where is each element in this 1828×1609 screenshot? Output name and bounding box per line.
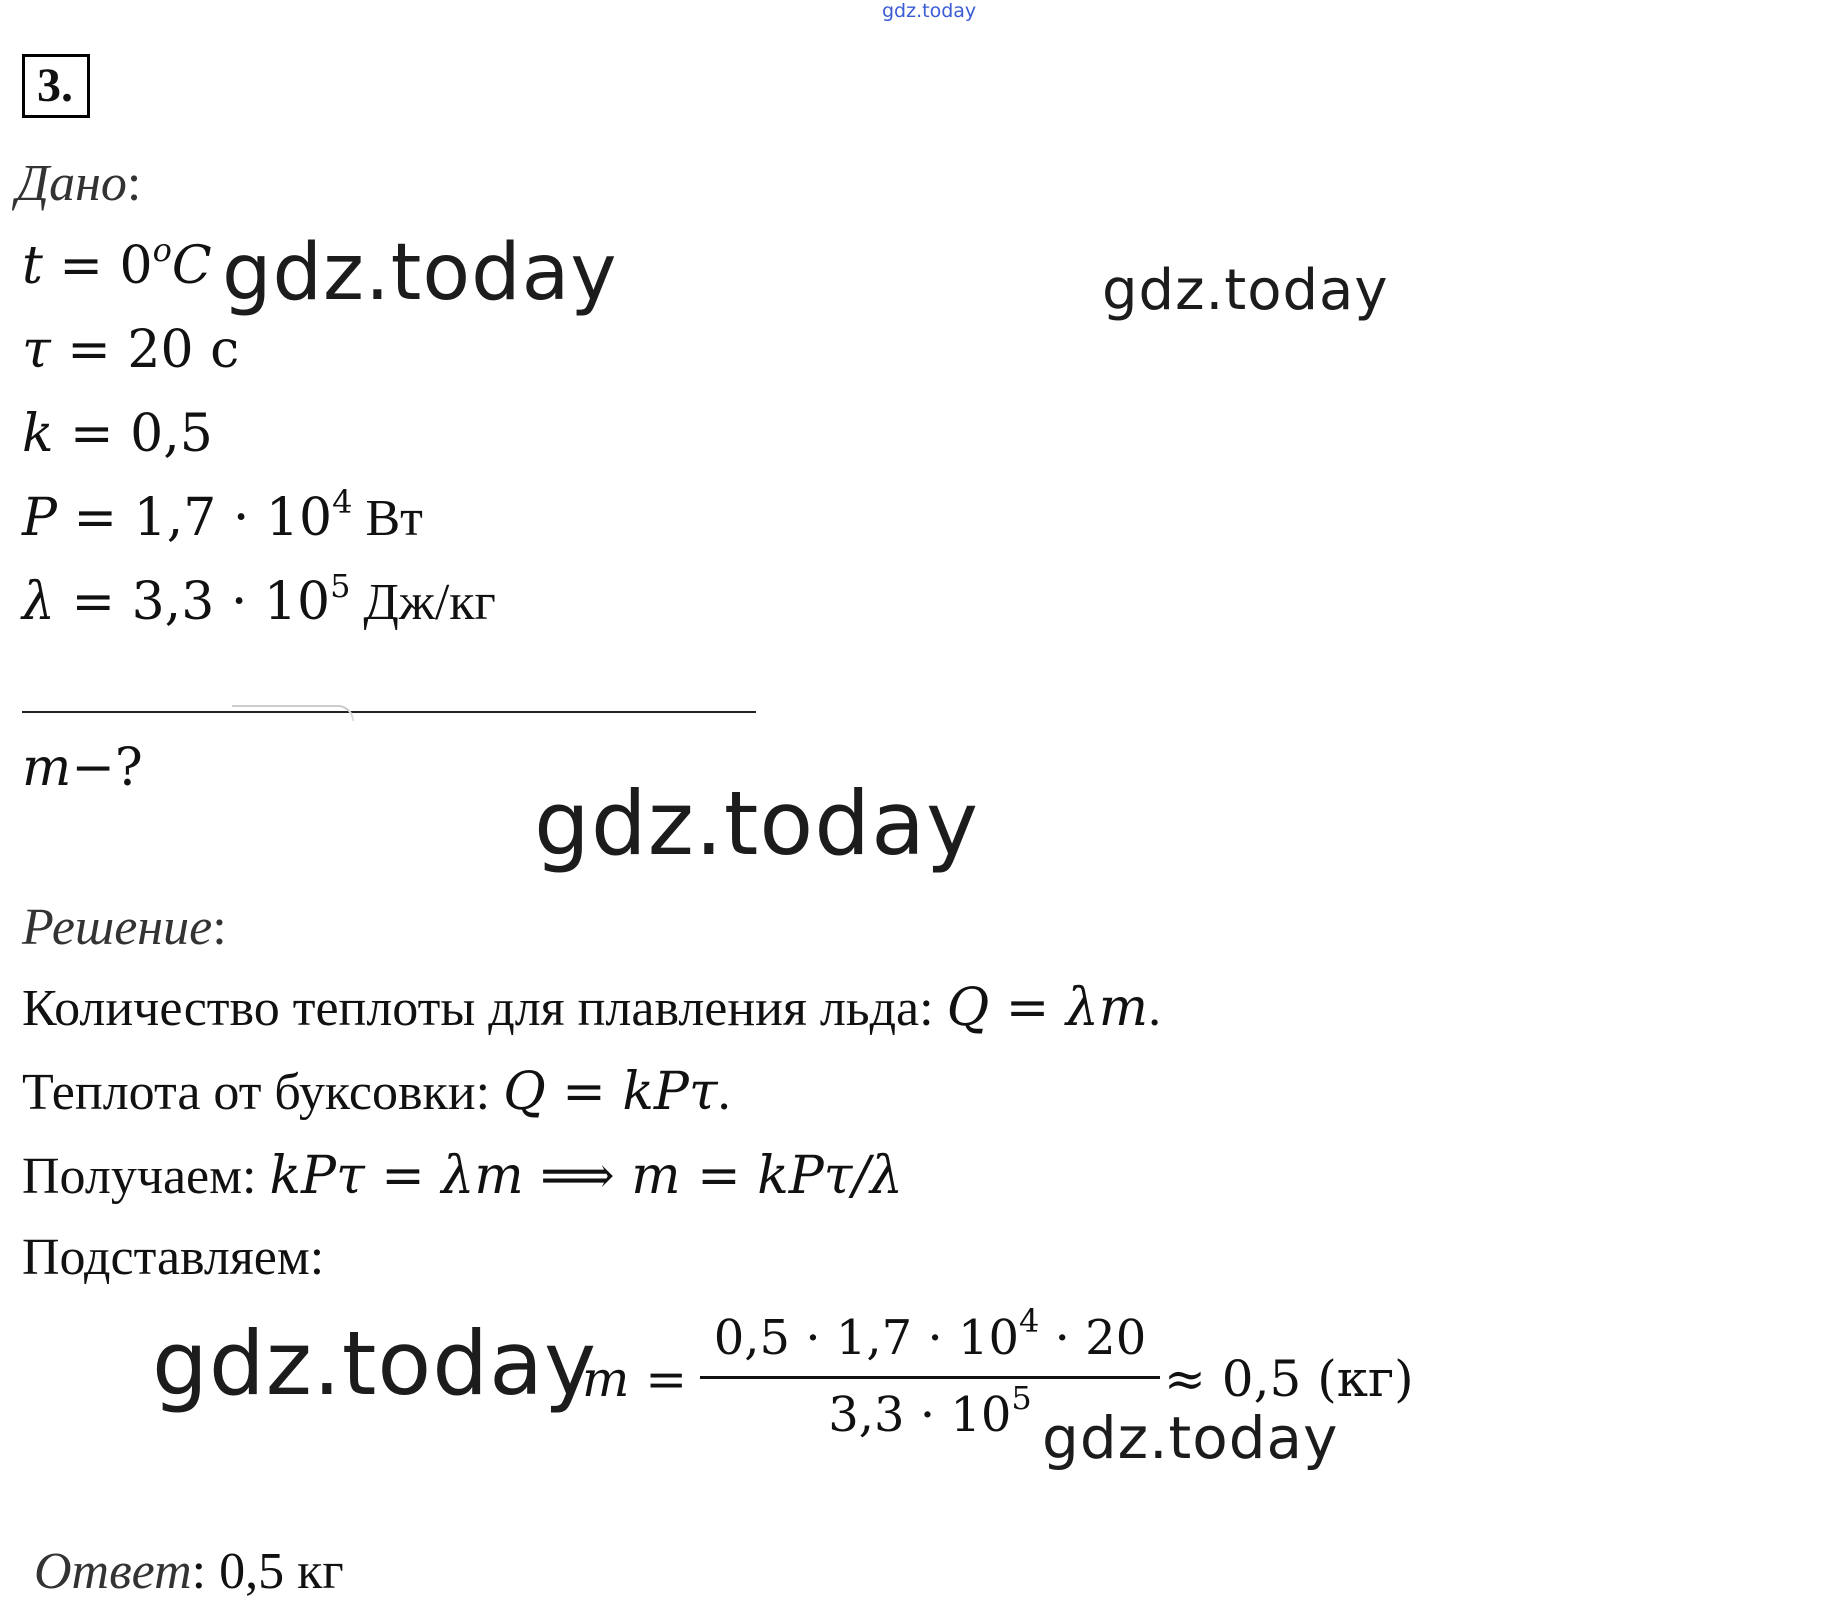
given-t-var: t: [22, 236, 43, 296]
fraction-numerator-main: 0,5 · 1,7 · 10: [713, 1310, 1020, 1366]
watermark-2: gdz.today: [1102, 258, 1389, 323]
find-rest: −?: [71, 738, 143, 798]
given-t-sup: o: [152, 231, 172, 269]
find-line: [22, 738, 143, 798]
watermark-4: gdz.today: [152, 1312, 598, 1415]
solution-line-1-text: Количество теплоты для плавления льда:: [22, 980, 947, 1037]
given-lambda: [22, 567, 496, 632]
given-t-unit: C: [171, 236, 212, 296]
answer-line: [34, 1542, 344, 1601]
answer-label: Ответ: [34, 1543, 192, 1600]
solution-heading-colon: :: [212, 899, 227, 956]
fraction-numerator-sup: 4: [1019, 1302, 1040, 1340]
given-tau: [22, 320, 239, 380]
solution-line-2-end: .: [717, 1064, 731, 1121]
solution-line-1-formula: Q = λm: [946, 978, 1149, 1038]
given-heading-label: Дано: [16, 155, 127, 212]
fraction-bar: [700, 1376, 1160, 1379]
solution-line-4: Подставляем:: [22, 1229, 325, 1286]
solution-line-2: [22, 1062, 731, 1122]
solution-line-3-text: Получаем:: [22, 1148, 270, 1205]
given-P-unit: Вт: [352, 490, 423, 547]
given-heading-colon: :: [126, 155, 142, 212]
fraction-numerator: [700, 1302, 1160, 1370]
solution-line-3: [22, 1146, 903, 1206]
given-tau-var: τ: [22, 320, 51, 380]
given-t-rest: = 0: [42, 236, 153, 296]
problem-number: 3.: [22, 54, 90, 118]
given-lambda-sup: 5: [330, 567, 351, 605]
solution-heading: [22, 898, 227, 957]
given-P-sup: 4: [332, 483, 353, 521]
fraction-denominator-sup: 5: [1011, 1379, 1032, 1417]
solution-heading-label: Решение: [22, 899, 213, 956]
fraction-denominator-main: 3,3 · 10: [828, 1387, 1012, 1443]
given-tau-rest: = 20 с: [50, 320, 240, 380]
fraction-result: ≈ 0,5 (кг): [1164, 1350, 1414, 1408]
given-t: [22, 231, 212, 296]
given-P-rest: = 1,7 · 10: [57, 488, 333, 548]
watermark-5: gdz.today: [1042, 1404, 1339, 1472]
given-k: [22, 404, 213, 464]
given-lambda-rest: = 3,3 · 10: [54, 572, 331, 632]
top-watermark: gdz.today: [882, 0, 977, 22]
answer-value: 0,5 кг: [206, 1543, 344, 1600]
find-var: m: [22, 738, 72, 798]
given-P: [22, 483, 423, 548]
given-k-rest: = 0,5: [53, 404, 213, 464]
given-lambda-var: λ: [22, 572, 55, 632]
fraction-numerator-tail: · 20: [1039, 1310, 1147, 1366]
given-k-var: k: [22, 404, 54, 464]
fraction-lhs: m =: [582, 1350, 688, 1408]
watermark-3: gdz.today: [534, 772, 980, 875]
watermark-1: gdz.today: [222, 228, 618, 318]
divider-arc: [232, 705, 354, 721]
given-lambda-unit: Дж/кг: [350, 574, 496, 631]
solution-line-1: [22, 978, 1161, 1038]
solution-line-2-formula: Q = kPτ: [503, 1062, 718, 1122]
given-divider: [22, 711, 756, 713]
answer-colon: :: [191, 1543, 207, 1600]
solution-line-1-end: .: [1148, 980, 1162, 1037]
given-heading: [16, 154, 141, 213]
solution-line-2-text: Теплота от буксовки:: [22, 1064, 504, 1121]
solution-line-3-formula: kPτ = λm ⟹ m = kPτ/λ: [269, 1146, 903, 1206]
given-P-var: P: [22, 488, 57, 548]
